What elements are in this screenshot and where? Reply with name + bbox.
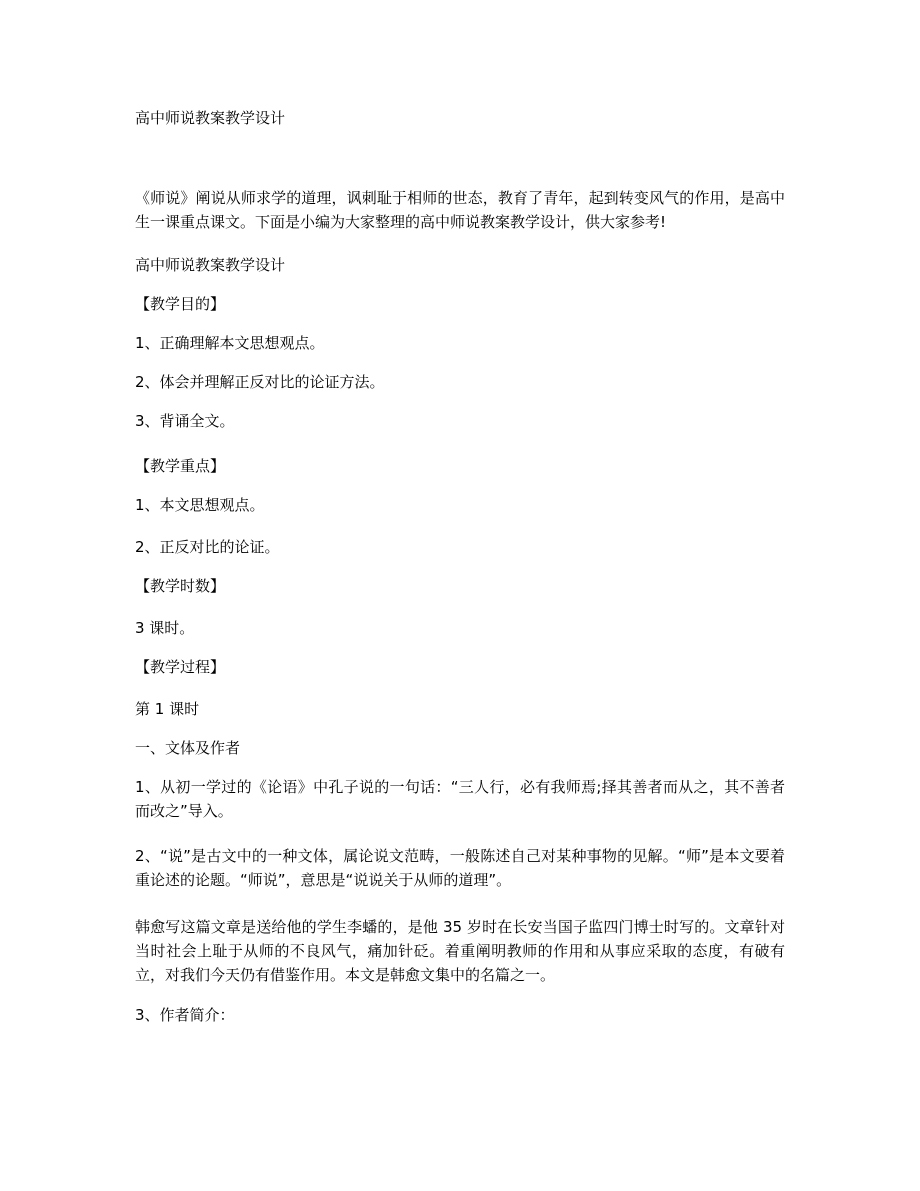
- key-item: 1、本文思想观点。: [135, 496, 265, 514]
- process-heading: 【教学过程】: [135, 658, 226, 676]
- document-title: 高中师说教案教学设计: [135, 109, 286, 127]
- lesson-label: 第 1 课时: [135, 700, 200, 718]
- goal-item: 2、体会并理解正反对比的论证方法。: [135, 373, 385, 391]
- goal-item: 3、背诵全文。: [135, 412, 235, 430]
- subtitle: 高中师说教案教学设计: [135, 256, 286, 274]
- paragraph-4: 3、作者简介：: [135, 1006, 235, 1024]
- goal-heading: 【教学目的】: [135, 295, 226, 313]
- key-item: 2、正反对比的论证。: [135, 538, 280, 556]
- goal-item: 1、正确理解本文思想观点。: [135, 334, 325, 352]
- hours-text: 3 课时。: [135, 619, 195, 637]
- paragraph-3: 韩愈写这篇文章是送给他的学生李蟠的，是他 35 岁时在长安当国子监四门博士时写的。文章针对当时社会上耻于从师的不良风气，痛加针砭。着重阐明教师的作用和从事应采取的态度，有破有立，对我们今天仍有借鉴作用。本文是韩愈文集中的名篇之一。: [135, 918, 785, 984]
- part-heading: 一、文体及作者: [135, 739, 241, 757]
- paragraph-2: 2、“说”是古文中的一种文体，属论说文范畴，一般陈述自己对某种事物的见解。“师”是本文要着重论述的论题。“师说”，意思是“说说关于从师的道理”。: [135, 847, 785, 889]
- hours-heading: 【教学时数】: [135, 577, 226, 595]
- intro-paragraph: 《师说》阐说从师求学的道理，讽刺耻于相师的世态，教育了青年，起到转变风气的作用，是高中生一课重点课文。下面是小编为大家整理的高中师说教案教学设计，供大家参考!: [135, 189, 785, 231]
- key-heading: 【教学重点】: [135, 457, 226, 475]
- paragraph-1: 1、从初一学过的《论语》中孔子说的一句话：“三人行，必有我师焉;择其善者而从之，其不善者而改之”导入。: [135, 778, 785, 820]
